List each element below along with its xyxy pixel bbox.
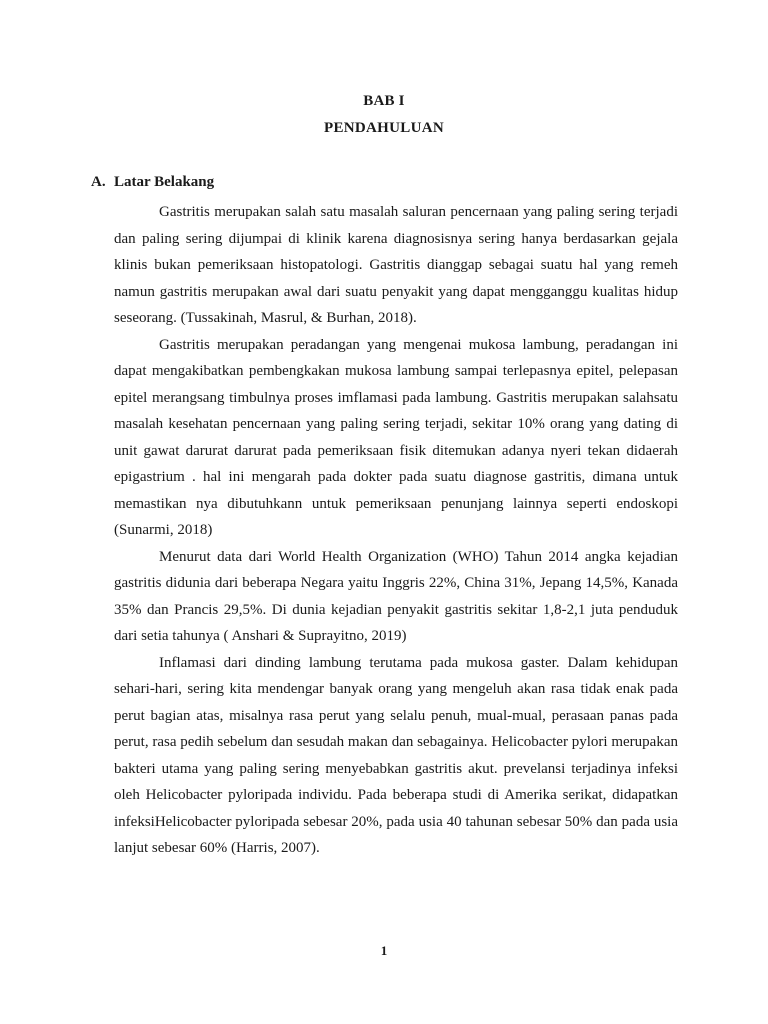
paragraph: Gastritis merupakan salah satu masalah saluran pencernaan yang paling sering terjadi dan paling sering dijumpai di klinik karena diagnosisnya sering hanya berdasarkan gejala klinis bukan pemeriksaan histopatologi. Gastritis dianggap sebagai suatu hal yang remeh namun gastritis merupakan awal dari suatu penyakit yang dapat mengganggu kualitas hidup seseorang. (Tussakinah, Masrul, & Burhan, 2018). [114,204,678,326]
paragraph: Inflamasi dari dinding lambung terutama pada mukosa gaster. Dalam kehidupan sehari-hari, sering kita mendengar banyak orang yang mengeluh akan rasa tidak enak pada perut bagian atas, misalnya rasa perut yang selalu penuh, mual-mual, perasaan panas pada perut, rasa pedih sebelum dan sesudah makan dan sebagainya. Helicobacter pylori merupakan bakteri utama yang paling sering menyebabkan gastritis akut. prevelansi terjadinya infeksi oleh Helicobacter pyloripada individu. Pada beberapa studi di Amerika serikat, didapatkan infeksiHelicobacter pyloripada sebesar 20%, pada usia 40 tahunan sebesar 50% dan pada usia lanjut sebesar 60% (Harris, 2007). [114,654,678,856]
paragraph: Gastritis merupakan peradangan yang mengenai mukosa lambung, peradangan ini dapat mengakibatkan pembengkakan mukosa lambung sampai terlepasnya epitel, pelepasan epitel merangsang timbulnya proses imflamasi pada lambung. Gastritis merupakan salahsatu masalah kesehatan pencernaan yang paling sering terjadi, sekitar 10% orang yang dating di unit gawat darurat darurat pada pemeriksaan fisik ditemukan adanya nyeri tekan didaerah epigastrium . hal ini mengarah pada dokter pada suatu diagnose gastritis, dimana untuk memastikan nya dibutuhkann untuk pemeriksaan penunjang lainnya seperti endoskopi (Sunarmi, 2018) [114,336,678,538]
chapter-number: BAB I [363,93,405,109]
chapter-title: PENDAHULUAN [324,120,444,136]
section-title: Latar Belakang [114,174,215,190]
body-text [114,199,678,862]
section-heading [91,174,214,191]
section-letter: A. [91,174,106,190]
paragraph: Menurut data dari World Health Organization (WHO) Tahun 2014 angka kejadian gastritis didunia dari beberapa Negara yaitu Inggris 22%, China 31%, Jepang 14,5%, Kanada 35% dan Prancis 29,5%. Di dunia kejadian penyakit gastritis sekitar 1,8-2,1 juta penduduk dari setia tahunya ( Anshari & Suprayitno, 2019) [114,548,678,644]
page-number: 1 [380,943,388,958]
